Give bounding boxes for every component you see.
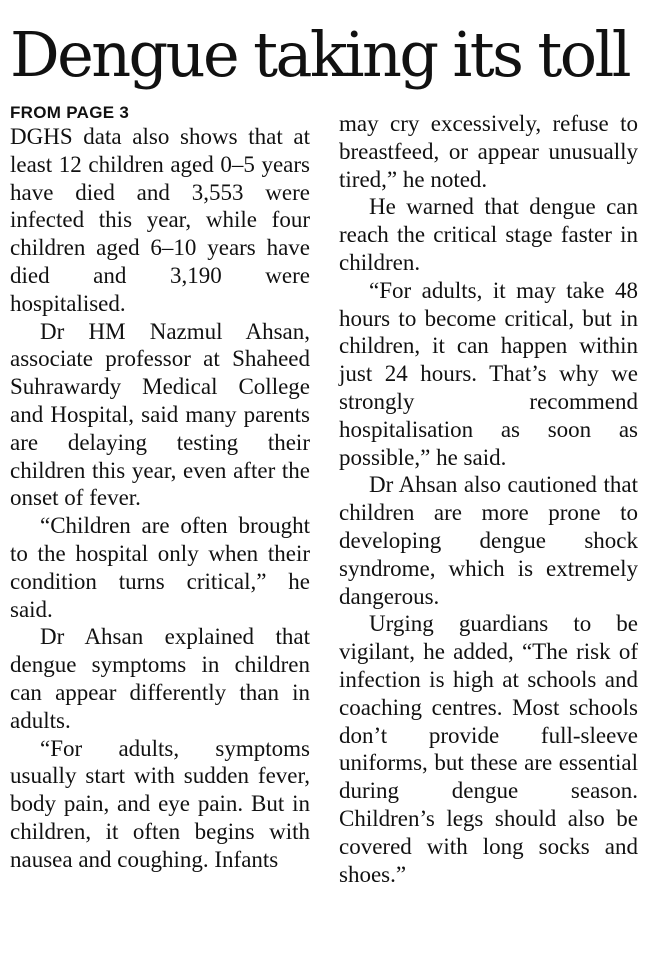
paragraph: Dr Ahsan explained that dengue symptoms in children can appear differently than in adults. (10, 624, 310, 733)
paragraph: Dr Ahsan also cautioned that children are more prone to developing dengue shock syndrome, which is extremely dangerous. (339, 472, 638, 609)
article-column-left (10, 123, 310, 874)
paragraph: may cry excessively, refuse to breastfeed, or appear unusually tired,” he noted. (339, 111, 638, 192)
paragraph: “For adults, symptoms usually start with sudden fever, body pain, and eye pain. But in children, it often begins with nausea and coughing. Infants (10, 735, 310, 872)
paragraph: “For adults, it may take 48 hours to become critical, but in children, it can happen within just 24 hours. That’s why we strongly recommend hospitalisation as soon as possible,” he said. (339, 277, 638, 470)
paragraph: He warned that dengue can reach the critical stage faster in children. (339, 194, 638, 275)
article-column-right (339, 110, 638, 888)
continuation-kicker: FROM PAGE 3 (10, 103, 130, 122)
paragraph: Urging guardians to be vigilant, he added, “The risk of infection is high at schools and coaching centres. Most schools don’t provide full-sleeve uniforms, but these are essential during dengue season. Children’s legs should also be covered with long socks and shoes.” (339, 611, 638, 887)
paragraph: DGHS data also shows that at least 12 children aged 0–5 years have died and 3,553 were infected this year, while four children aged 6–10 years have died and 3,190 were hospitalised. (10, 124, 310, 316)
paragraph: Dr HM Nazmul Ahsan, associate professor at Shaheed Suhrawardy Medical College and Hospital, said many parents are delaying testing their children this year, even after the onset of fever. (10, 318, 310, 511)
article-headline: Dengue taking its toll (10, 18, 629, 91)
paragraph: “Children are often brought to the hospital only when their condition turns critical,” he said. (10, 513, 310, 622)
